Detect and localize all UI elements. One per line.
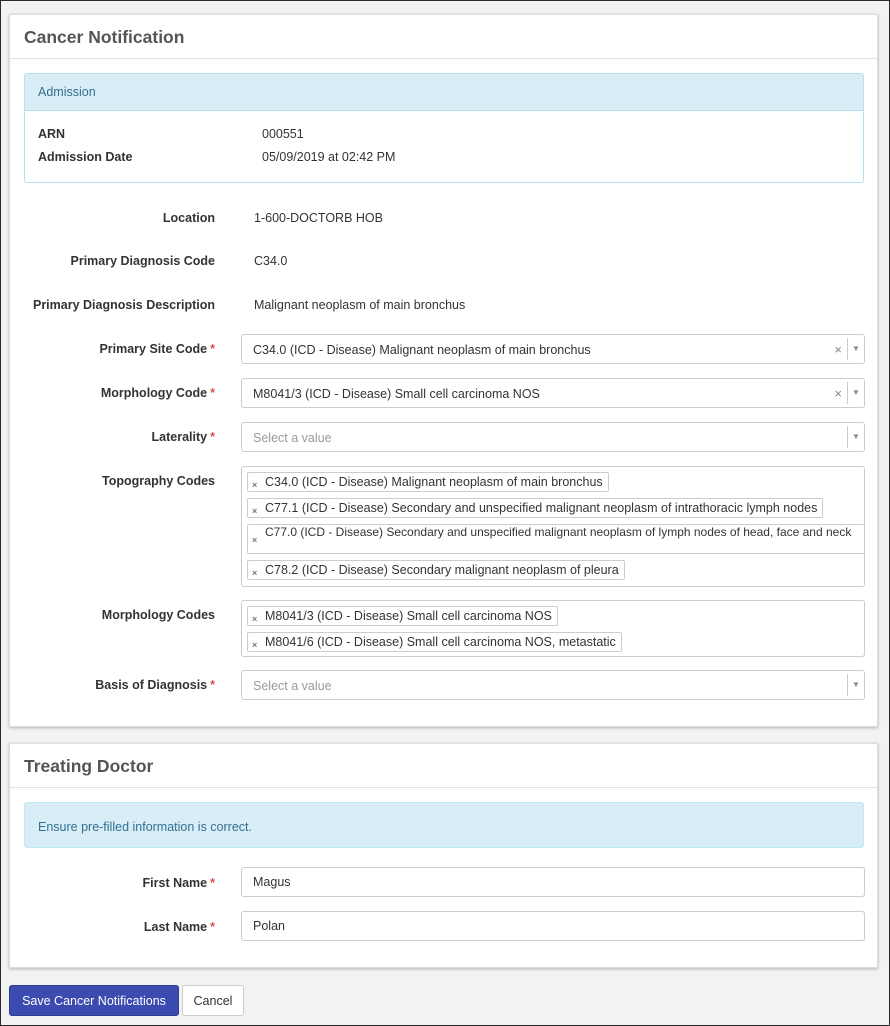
- treating-doctor-panel: [9, 743, 878, 968]
- cancel-button[interactable]: Cancel: [182, 985, 244, 1016]
- admission-date-label: Admission Date: [38, 150, 133, 164]
- chevron-down-icon: ▼: [852, 344, 860, 353]
- basis-of-diagnosis-label: [95, 678, 215, 692]
- topography-codes-multiselect[interactable]: [241, 466, 865, 587]
- clear-icon[interactable]: ×: [834, 342, 842, 357]
- morphology-codes-multiselect[interactable]: [241, 600, 865, 657]
- topography-chip: [247, 498, 823, 518]
- morphology-codes-label: Morphology Codes: [101, 608, 215, 622]
- first-name-label-text: First Name: [142, 876, 208, 890]
- primary-site-code-value: C34.0 (ICD - Disease) Malignant neoplasm of main bronchus: [253, 343, 591, 357]
- last-name-label-text: Last Name: [143, 920, 208, 934]
- panel-header: [10, 15, 877, 59]
- last-name-label: [144, 920, 215, 934]
- dropdown-toggle[interactable]: [847, 426, 864, 448]
- morphology-code-select[interactable]: [241, 378, 865, 408]
- dropdown-toggle[interactable]: [847, 382, 864, 404]
- dropdown-toggle[interactable]: [847, 338, 864, 360]
- chip-label: M8041/6 (ICD - Disease) Small cell carcinoma NOS, metastatic: [265, 635, 616, 649]
- dropdown-toggle[interactable]: [847, 674, 864, 696]
- panel-header: [10, 744, 877, 788]
- chip-label: C34.0 (ICD - Disease) Malignant neoplasm of main bronchus: [265, 475, 603, 489]
- location-label: Location: [162, 211, 215, 225]
- last-name-input[interactable]: [241, 911, 865, 941]
- primary-diagnosis-code-label: Primary Diagnosis Code: [70, 254, 215, 268]
- first-name-input[interactable]: [241, 867, 865, 897]
- arn-label: ARN: [38, 127, 66, 141]
- remove-chip-icon[interactable]: ×: [252, 535, 258, 545]
- chevron-down-icon: ▼: [852, 388, 860, 397]
- laterality-label-text: Laterality: [151, 430, 208, 444]
- admission-heading: Admission: [38, 85, 96, 99]
- first-name-label: [143, 876, 215, 890]
- panel-title: Treating Doctor: [24, 756, 154, 776]
- laterality-select[interactable]: [241, 422, 865, 452]
- primary-site-code-label-text: Primary Site Code: [99, 342, 208, 356]
- location-value: 1-600-DOCTORB HOB: [254, 211, 383, 225]
- chip-label: C78.2 (ICD - Disease) Secondary malignant neoplasm of pleura: [265, 563, 619, 577]
- remove-chip-icon[interactable]: ×: [252, 506, 258, 516]
- save-cancer-notifications-button[interactable]: Save Cancer Notifications: [9, 985, 179, 1016]
- admission-date-value: 05/09/2019 at 02:42 PM: [262, 150, 396, 164]
- info-alert: [24, 802, 864, 848]
- primary-site-code-select[interactable]: [241, 334, 865, 364]
- topography-chip: [247, 472, 609, 492]
- chevron-down-icon: ▼: [852, 680, 860, 689]
- morphology-code-label-text: Morphology Code: [100, 386, 208, 400]
- required-marker: *: [210, 386, 215, 400]
- basis-of-diagnosis-select[interactable]: [241, 670, 865, 700]
- chip-label: M8041/3 (ICD - Disease) Small cell carcinoma NOS: [265, 609, 552, 623]
- cancer-notification-panel: [9, 14, 878, 727]
- remove-chip-icon[interactable]: ×: [252, 568, 258, 578]
- remove-chip-icon[interactable]: ×: [252, 480, 258, 490]
- arn-value: 000551: [262, 127, 304, 141]
- required-marker: *: [210, 430, 215, 444]
- required-marker: *: [210, 920, 215, 934]
- topography-codes-label: Topography Codes: [102, 474, 215, 488]
- chevron-down-icon: ▼: [852, 432, 860, 441]
- remove-chip-icon[interactable]: ×: [252, 614, 258, 624]
- alert-text: Ensure pre-filled information is correct.: [38, 820, 252, 834]
- required-marker: *: [210, 342, 215, 356]
- laterality-placeholder: Select a value: [253, 431, 332, 445]
- morphology-code-label: [101, 386, 215, 400]
- topography-chip: [247, 560, 625, 580]
- topography-chip: [247, 524, 865, 554]
- laterality-label: [152, 430, 215, 444]
- admission-header: [25, 74, 863, 111]
- morphology-chip: [247, 632, 622, 652]
- primary-diagnosis-code-value: C34.0: [254, 254, 288, 268]
- panel-title: Cancer Notification: [24, 27, 185, 47]
- primary-diagnosis-description-label: Primary Diagnosis Description: [32, 298, 215, 312]
- remove-chip-icon[interactable]: ×: [252, 640, 258, 650]
- basis-of-diagnosis-label-text: Basis of Diagnosis: [95, 678, 208, 692]
- primary-diagnosis-description-value: Malignant neoplasm of main bronchus: [254, 298, 466, 312]
- required-marker: *: [210, 678, 215, 692]
- primary-site-code-label: [99, 342, 215, 356]
- admission-box: [24, 73, 864, 183]
- chip-label: C77.1 (ICD - Disease) Secondary and unspecified malignant neoplasm of intrathoracic lymph nodes: [265, 501, 818, 515]
- chip-label: C77.0 (ICD - Disease) Secondary and unspecified malignant neoplasm of lymph nodes of head, face and neck: [265, 525, 852, 539]
- basis-of-diagnosis-placeholder: Select a value: [253, 679, 332, 693]
- required-marker: *: [210, 876, 215, 890]
- morphology-chip: [247, 606, 558, 626]
- morphology-code-value: M8041/3 (ICD - Disease) Small cell carcinoma NOS: [253, 387, 540, 401]
- clear-icon[interactable]: ×: [834, 386, 842, 401]
